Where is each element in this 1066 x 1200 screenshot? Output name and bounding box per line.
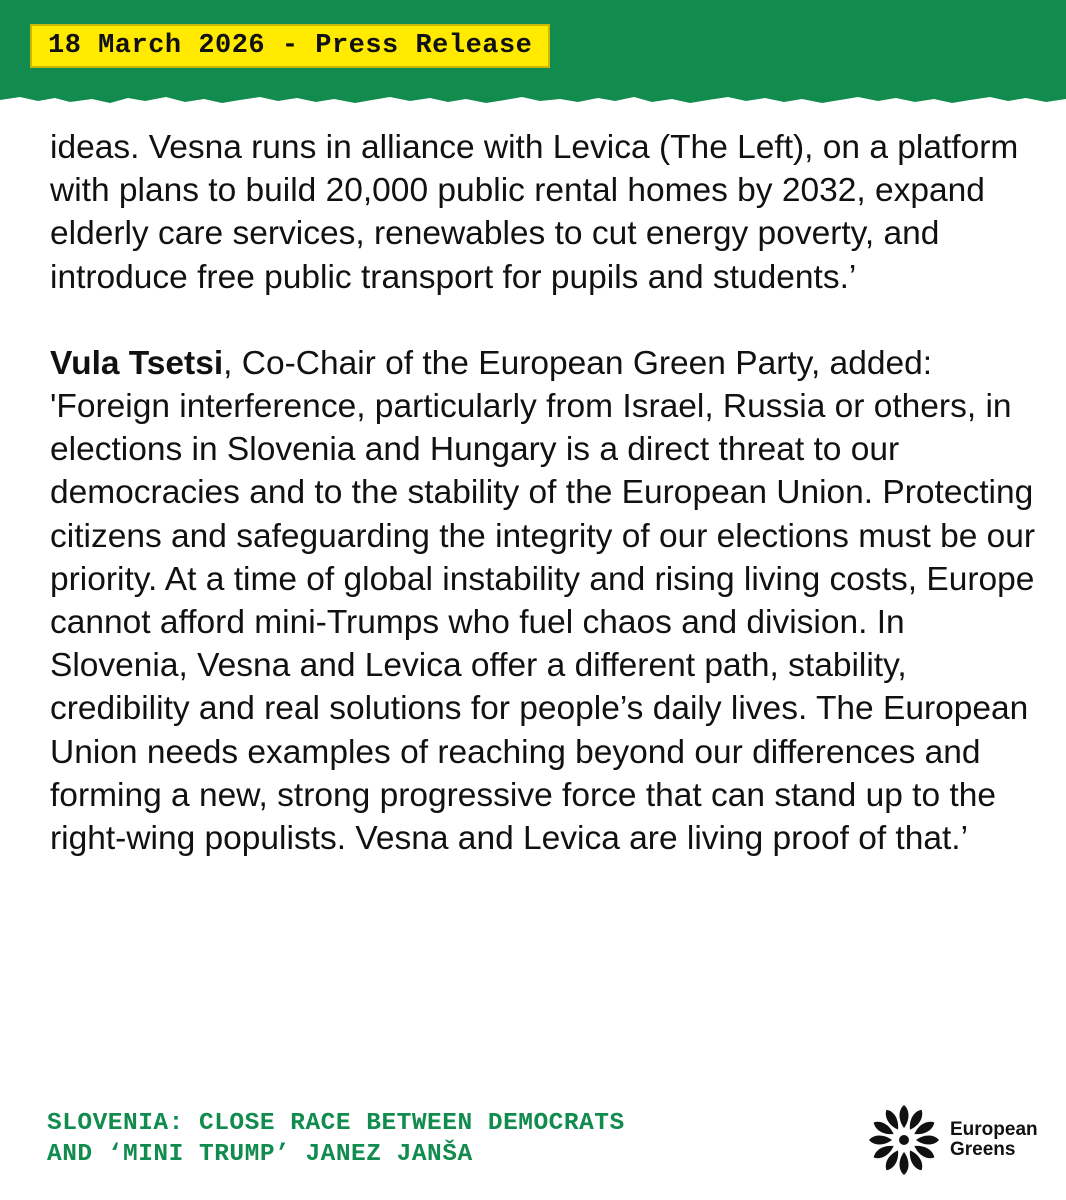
quote-speaker: Vula Tsetsi [50, 344, 224, 382]
logo-wordmark [950, 1120, 1038, 1160]
footer-headline-line2: AND ‘MINI TRUMP’ JANEZ JANŠA [47, 1141, 473, 1168]
footer-headline [47, 1108, 625, 1170]
torn-edge [0, 88, 1066, 112]
european-greens-logo [866, 1104, 1046, 1176]
header-banner [0, 0, 1066, 104]
date-tag: 18 March 2026 - Press Release [30, 24, 550, 68]
logo-line2: Greens [950, 1139, 1016, 1160]
footer-headline-line1: SLOVENIA: CLOSE RACE BETWEEN DEMOCRATS [47, 1110, 625, 1137]
logo-line1: European [950, 1119, 1038, 1140]
sunflower-icon [866, 1104, 942, 1176]
paragraph-platform: ideas. Vesna runs in alliance with Levica (The Left), on a platform with plans to build 20,000 public rental homes by 2032, expand elderly care services, renewables to cut energy poverty, and introduce free public transport for pupils and students.’ [50, 129, 1019, 296]
press-release-body [50, 126, 1040, 860]
quote-text: , Co-Chair of the European Green Party, added: 'Foreign interference, particularly from Israel, Russia or others, in elections in Slovenia and Hungary is a direct threat to our democracies and to the stability of the European Union. Protecting citizens and safeguarding the integrity of our elections must be our priority. At a time of global instability and rising living costs, Europe cannot afford mini-Trumps who fuel chaos and division. In Slovenia, Vesna and Levica offer a different path, stability, credibility and real solutions for people’s daily lives. The European Union needs examples of reaching beyond our differences and forming a new, strong progressive force that can stand up to the right-wing populists. Vesna and Levica are living proof of that.’ [50, 344, 1036, 858]
paragraph-quote [50, 342, 1040, 860]
